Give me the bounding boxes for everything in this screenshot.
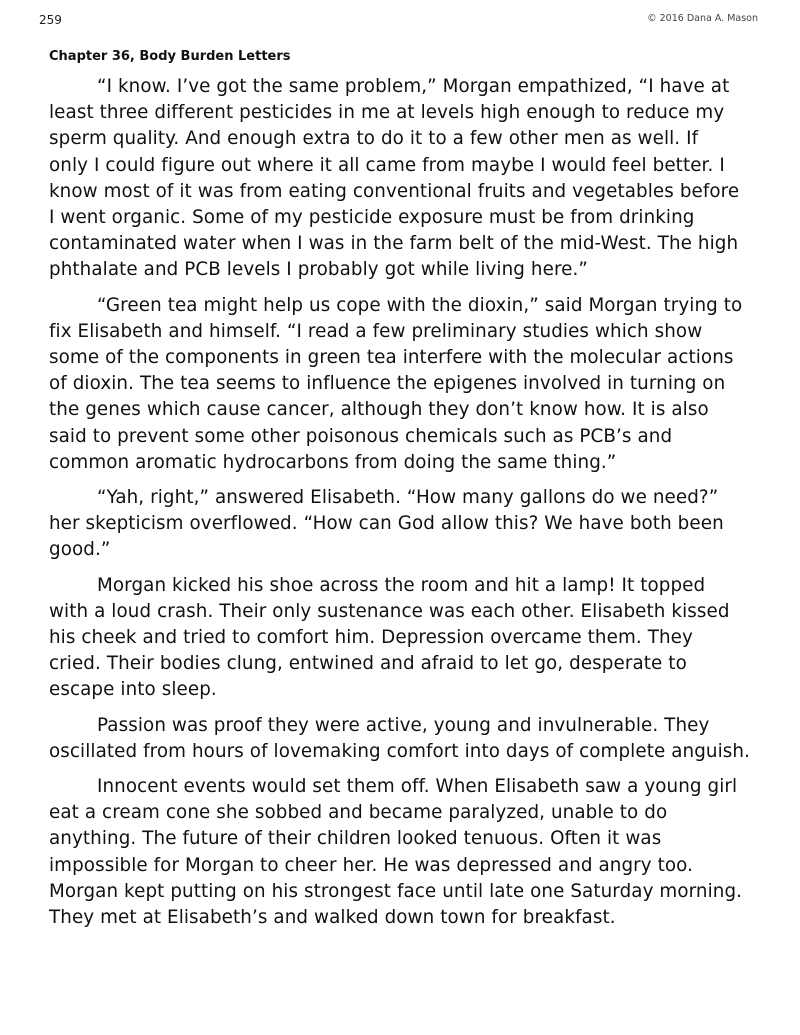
paragraph: “Green tea might help us cope with the dioxin,” said Morgan trying to fix Elisabeth and himself. “I read a few preliminary studies which show some of the components in green tea interfere with the molecular actions of dioxin. The tea seems to influence the epigenes involved in turning on the genes which cause cancer, although they don’t know how. It is also said to prevent some other poisonous chemicals such as PCB’s and common aromatic hydrocarbons from doing the same thing.” (49, 294, 743, 473)
page-number: 259 (39, 13, 62, 27)
paragraph: Passion was proof they were active, young and invulnerable. They oscillated from hours of lovemaking comfort into days of complete anguish. (49, 714, 750, 762)
paragraph: Morgan kicked his shoe across the room and hit a lamp! It topped with a loud crash. Their only sustenance was each other. Elisabeth kissed his cheek and tried to comfort him. Depression overcame them. They cried. Their bodies clung, entwined and afraid to let go, desperate to escape into sleep. (49, 574, 730, 701)
copyright-notice: © 2016 Dana A. Mason (647, 13, 758, 24)
paragraph: “Yah, right,” answered Elisabeth. “How many gallons do we need?” her skepticism overflowed. “How can God allow this? We have both been good.” (49, 487, 724, 561)
paragraph: “I know. I’ve got the same problem,” Morgan empathized, “I have at least three different pesticides in me at levels high enough to reduce my sperm quality. And enough extra to do it to a few other men as well. If only I could figure out where it all came from maybe I would feel better. I know most of it was from eating conventional fruits and vegetables before I went organic. Some of my pesticide exposure must be from drinking contaminated water when I was in the farm belt of the mid-West. The high phthalate and PCB levels I probably got while living here.” (49, 76, 740, 281)
chapter-heading: Chapter 36, Body Burden Letters (49, 49, 291, 64)
paragraph: Innocent events would set them off. When Elisabeth saw a young girl eat a cream cone she sobbed and became paralyzed, unable to do anything. The future of their children looked tenuous. Often it was impossible for Morgan to cheer her. He was depressed and angry too. Morgan kept putting on his strongest face until late one Saturday morning. They met at Elisabeth’s and walked down town for breakfast. (49, 776, 743, 929)
body-text (49, 74, 761, 940)
